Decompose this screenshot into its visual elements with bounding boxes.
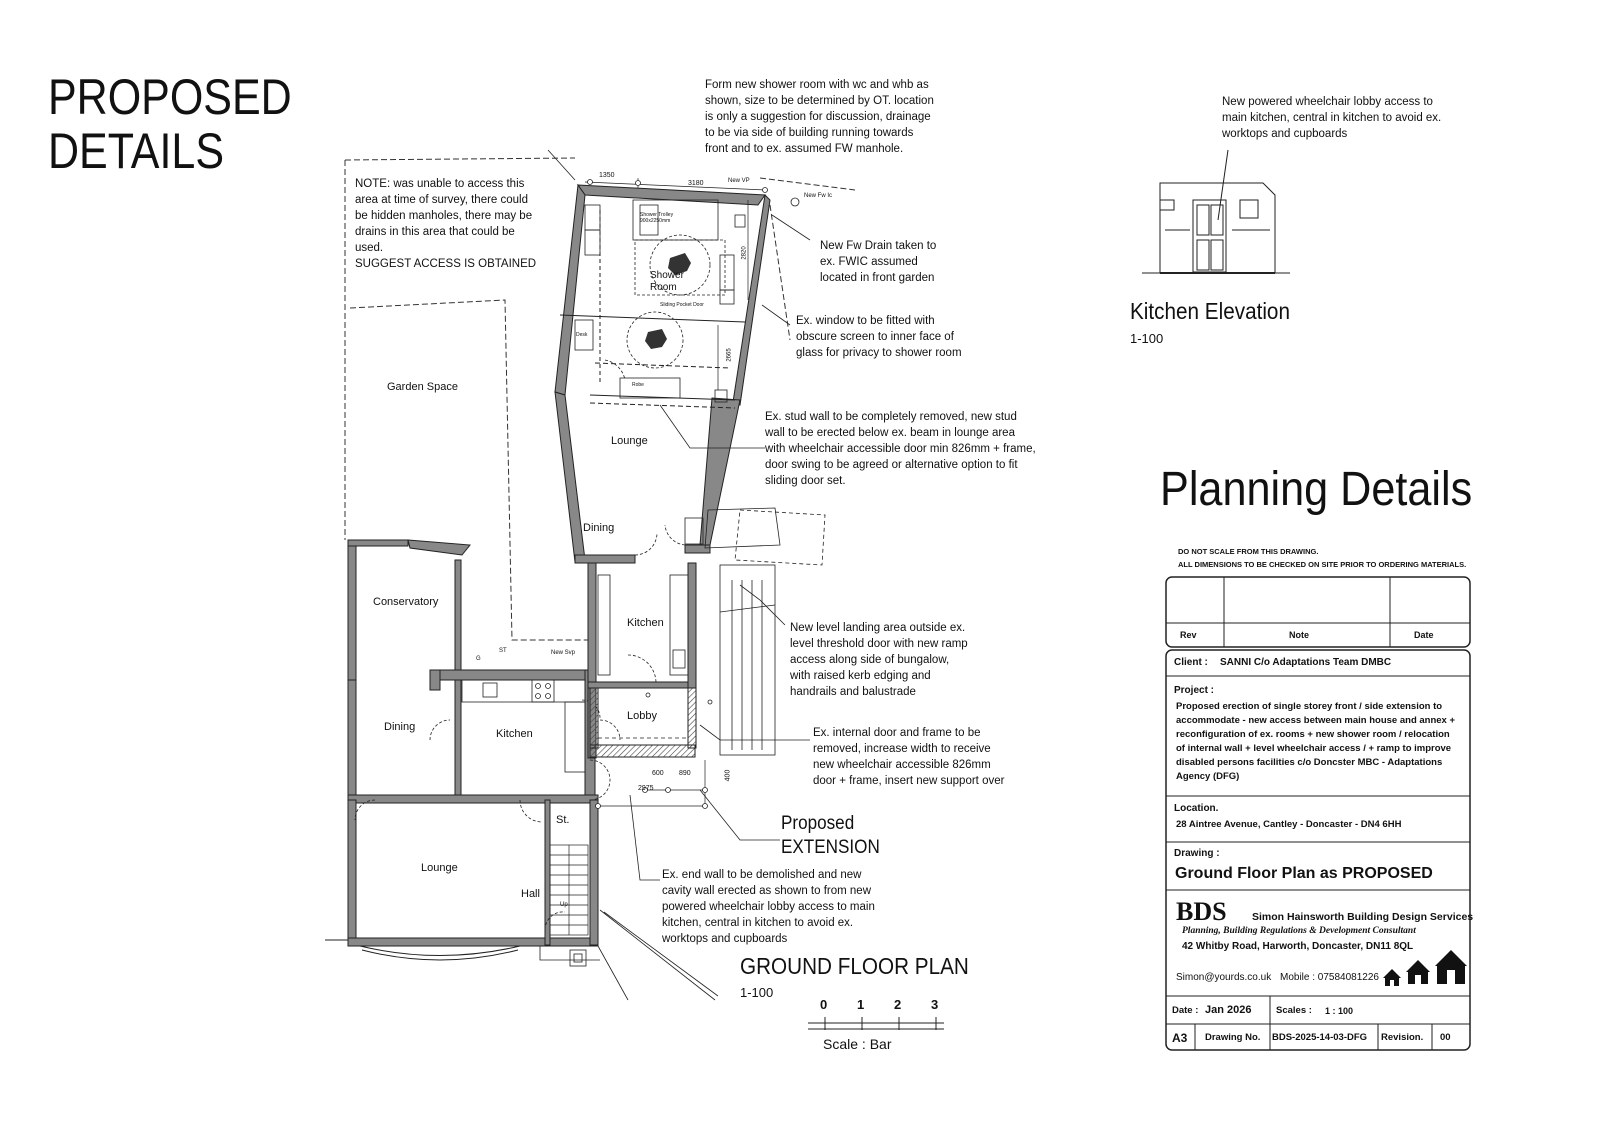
- scale-bar-graphic: [808, 1017, 944, 1030]
- page-title-line2: DETAILS: [48, 123, 225, 179]
- room-hall: Hall: [521, 888, 540, 900]
- room-lounge-annex: Lounge: [611, 435, 648, 447]
- page-title-line1: PROPOSED: [48, 69, 292, 125]
- client-value: SANNI C/o Adaptations Team DMBC: [1220, 657, 1392, 668]
- kitchen-fittings-main: [462, 680, 585, 772]
- revision-label: Revision.: [1381, 1032, 1424, 1043]
- dim-1350: 1350: [599, 172, 615, 179]
- client-label: Client :: [1174, 657, 1208, 668]
- stairs-up-label: Up: [560, 902, 568, 908]
- end-wall-note: Ex. end wall to be demolished and new cavity wall erected as shown to from new powered wheelchair lobby access to main kitchen, central in kitchen to avoid ex. worktops and cupboards: [662, 869, 875, 945]
- company-logo: BDS: [1176, 897, 1227, 926]
- room-garden-space: Garden Space: [387, 381, 458, 393]
- drawing-no-label: Drawing No.: [1205, 1032, 1261, 1043]
- shower-room-note: Form new shower room with wc and whb as shown, size to be determined by OT. location is only a suggestion for discussion, drainage to be via side of building running towards front and to ex. assumed FW manhole.: [705, 79, 934, 155]
- door-swings-main: [355, 700, 610, 930]
- ground-floor-scale: 1-100: [740, 985, 774, 1000]
- room-shower: Shower Room: [650, 270, 684, 293]
- planning-title: Planning Details: [1160, 463, 1473, 516]
- room-kitchen-annex: Kitchen: [627, 617, 664, 629]
- date-header: Date: [1414, 630, 1434, 640]
- new-svp-label: New Svp: [551, 650, 576, 656]
- location-value: 28 Aintree Avenue, Cantley - Doncaster - DN4 6HH: [1176, 819, 1402, 830]
- scale-tick-3: 3: [931, 997, 939, 1012]
- project-label: Project :: [1174, 685, 1215, 696]
- g-label: G: [476, 656, 481, 662]
- stairs: [550, 845, 588, 935]
- drawing-value: Ground Floor Plan as PROPOSED: [1175, 865, 1433, 882]
- sheet-size: A3: [1172, 1031, 1188, 1045]
- lobby-access-note: New powered wheelchair lobby access to main kitchen, central in kitchen to avoid ex. worktops and cupboards: [1222, 96, 1442, 140]
- room-conservatory: Conservatory: [373, 596, 439, 608]
- survey-note: NOTE: was unable to access this area at time of survey, there could be hidden manholes, there may be drains in this area that could be used. SUGGEST ACCESS IS OBTAINED: [355, 178, 537, 270]
- shower-trolley-label: Shower Trolley 900x2250mm: [640, 212, 674, 224]
- proposed-extension: [590, 688, 696, 757]
- wheelchair-turning-symbol: [645, 253, 691, 349]
- desk-label: Desk: [576, 332, 588, 338]
- company-subtitle: Planning, Building Regulations & Development Consultant: [1182, 926, 1416, 936]
- scales-value: 1 : 100: [1325, 1006, 1354, 1016]
- scale-tick-0: 0: [820, 997, 828, 1012]
- date-value: Jan 2026: [1205, 1004, 1252, 1016]
- room-lounge-main: Lounge: [421, 862, 458, 874]
- house-icon-small: [1383, 969, 1401, 986]
- st-label: ST: [499, 648, 507, 654]
- robe-label: Robe: [632, 382, 644, 388]
- dim-890: 890: [679, 770, 691, 777]
- new-vp-label: New VP: [728, 178, 750, 184]
- dim-3180: 3180: [688, 180, 704, 187]
- drawing-label: Drawing :: [1174, 848, 1220, 859]
- room-dining-main: Dining: [384, 721, 416, 733]
- room-store: St.: [556, 814, 570, 826]
- internal-door-note: Ex. internal door and frame to be removed, increase width to receive new wheelchair accessible 826mm door + frame, insert new support over: [813, 727, 1005, 787]
- new-fw-ic-label: New Fw Ic: [804, 193, 833, 199]
- mobile-number: Mobile : 07584081226: [1280, 972, 1379, 983]
- dim-2665: 2665: [726, 348, 733, 362]
- landing-note: New level landing area outside ex. level threshold door with new ramp access along side of bungalow, with raised kerb edging and handrails and balustrade: [790, 622, 968, 698]
- kitchen-elevation-scale: 1-100: [1130, 331, 1164, 346]
- rev-header: Rev: [1180, 630, 1197, 640]
- room-dining-annex: Dining: [583, 522, 615, 534]
- dim-600: 600: [652, 770, 664, 777]
- fw-drain-note: New Fw Drain taken to ex. FWIC assumed located in front garden: [820, 240, 937, 284]
- page-title: [48, 70, 292, 178]
- kitchen-elevation-drawing: [1142, 150, 1290, 273]
- location-label: Location.: [1174, 803, 1219, 814]
- warning-line1: DO NOT SCALE FROM THIS DRAWING.: [1178, 547, 1319, 556]
- extension-label-line1: Proposed: [781, 813, 855, 834]
- kitchen-elevation-title: Kitchen Elevation: [1130, 298, 1290, 324]
- sliding-door-label: Sliding Pocket Door: [660, 302, 704, 308]
- house-icon-large: [1435, 950, 1467, 984]
- company-name: Simon Hainsworth Building Design Services: [1252, 911, 1474, 923]
- house-icons: [1383, 950, 1467, 986]
- scale-tick-1: 1: [857, 997, 865, 1012]
- email-link[interactable]: Simon@yourds.co.uk: [1176, 972, 1272, 983]
- warning-line2: ALL DIMENSIONS TO BE CHECKED ON SITE PRIOR TO ORDERING MATERIALS.: [1178, 560, 1467, 569]
- scale-bar-label: Scale : Bar: [823, 1036, 892, 1052]
- scale-tick-2: 2: [894, 997, 902, 1012]
- revision-value: 00: [1440, 1032, 1451, 1043]
- stud-wall-note: Ex. stud wall to be completely removed, new stud wall to be erected below ex. beam in lounge area with wheelchair accessible door min 826mm + frame, door swing to be agreed or alternative option to fit sliding door set.: [765, 411, 1036, 487]
- company-address: 42 Whitby Road, Harworth, Doncaster, DN11 8QL: [1182, 941, 1414, 952]
- window-note: Ex. window to be fitted with obscure screen to inner face of glass for privacy to shower room: [796, 315, 962, 359]
- dim-2975: 2975: [638, 785, 654, 792]
- dim-2820: 2820: [741, 246, 748, 260]
- date-label: Date :: [1172, 1005, 1199, 1016]
- room-kitchen-main: Kitchen: [496, 728, 533, 740]
- extension-label: [781, 812, 880, 860]
- ground-floor-title: GROUND FLOOR PLAN: [740, 953, 969, 979]
- scales-label: Scales :: [1276, 1005, 1312, 1016]
- dim-400: 400: [724, 769, 732, 782]
- note-header: Note: [1289, 630, 1309, 640]
- project-value: Proposed erection of single storey front / side extension to accommodate - new access between main house and annex + reconfiguration of ex. rooms + new shower room / relocation of internal wall + level wheelchair access / + ramp to improve disabled persons facilities c/o Doncster MBC - Adaptations Agency (DFG): [1176, 701, 1456, 782]
- house-icon-medium: [1406, 960, 1430, 984]
- room-lobby: Lobby: [627, 710, 657, 722]
- extension-label-line2: EXTENSION: [781, 837, 880, 858]
- drawing-no-value: BDS-2025-14-03-DFG: [1272, 1032, 1368, 1043]
